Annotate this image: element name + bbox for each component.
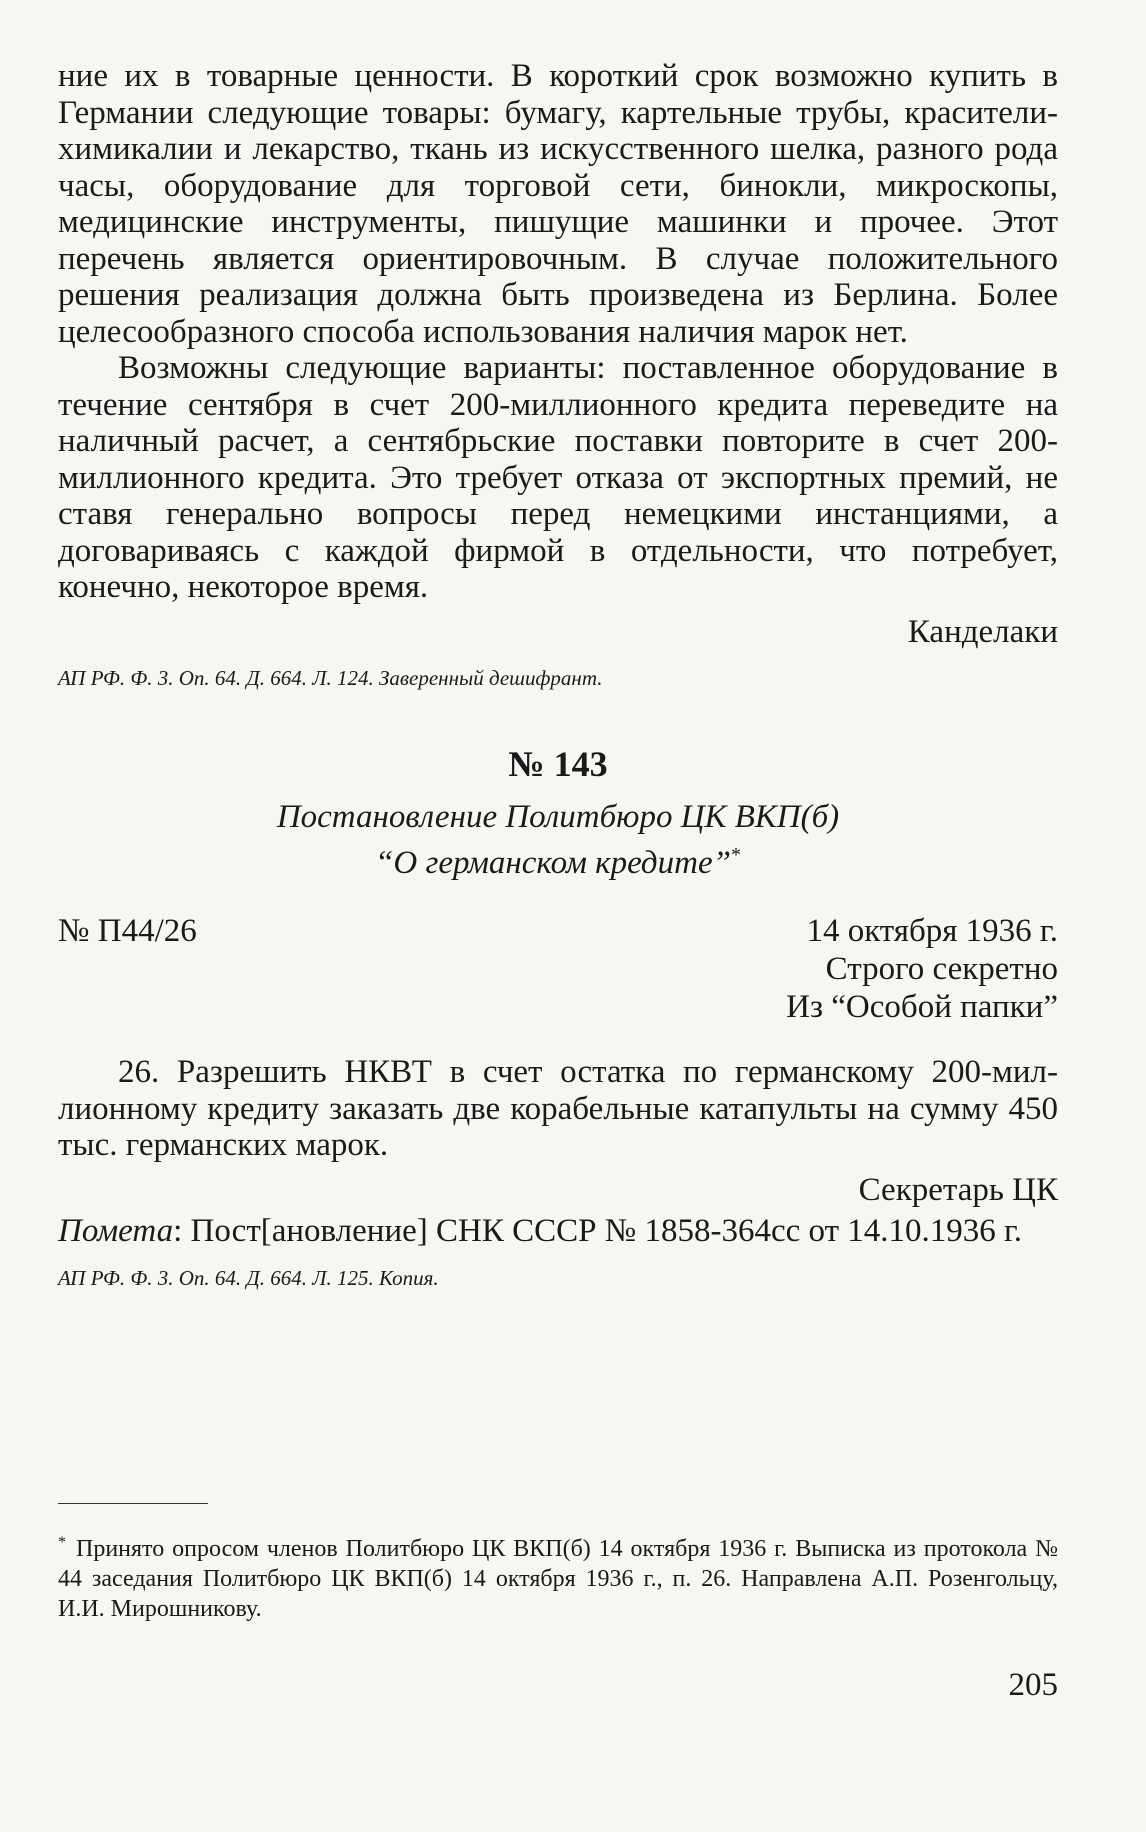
footnote-divider (58, 1503, 208, 1504)
continuation-paragraph: ние их в товарные ценности. В короткий срок возможно купить в Германии следующие товары: бумагу, картельные трубы, красители-химикалии и лекарство, ткань из искусственного шелка, разного рода часы, оборудование для торговой сети, бинокли, микроскопы, медицинские инструменты, пишущие машинки и прочее. Этот перечень является ориентировочным. В случае положительного решения реализация должна быть произведена из Берлина. Более целесообразного способа использования наличия марок нет. (58, 58, 1058, 350)
resolution-text: 26. Разрешить НКВТ в счет остатка по германскому 200-миллионному кредиту заказать две корабельные катапульты на сумму 450 тыс. германских марок. (58, 1054, 1058, 1163)
document-subtitle-text: “О германском кредите” (375, 845, 731, 881)
signature-kandelaki: Канделаки (907, 613, 1058, 650)
signature-secretary: Секретарь ЦК (858, 1171, 1058, 1208)
footnote (58, 1528, 1058, 1624)
document-date: 14 октября 1936 г. (806, 913, 1058, 949)
document-subtitle (58, 836, 1058, 882)
document-title: Постановление Политбюро ЦК ВКП(б) (276, 799, 840, 835)
archive-reference-2: АП РФ. Ф. 3. Оп. 64. Д. 664. Л. 125. Копия. (58, 1266, 439, 1290)
classification-stamp: Строго секретно (825, 951, 1058, 987)
page-body (58, 58, 1058, 1292)
pometa-text: : Пост[ановление] СНК СССР № 1858-364сс от 14.10.1936 г. (173, 1213, 1023, 1249)
pometa-label: Помета (58, 1213, 174, 1249)
footnote-mark: * (58, 1534, 66, 1551)
footnote-reference-mark: * (730, 844, 741, 866)
pometa-note (58, 1212, 1058, 1250)
protocol-row (58, 912, 1058, 950)
document-number: № 143 (508, 744, 608, 784)
footnote-text: Принято опросом членов Политбюро ЦК ВКП(б) 14 октября 1936 г. Выписка из протокола № 44 заседания Политбюро ЦК ВКП(б) 14 октября 1936 г., п. 26. Направлена А.П. Розенгольцу, И.И. Мирошникову. (58, 1536, 1058, 1622)
special-folder-note: Из “Особой папки” (786, 989, 1058, 1025)
page-number: 205 (1008, 1667, 1058, 1703)
protocol-number: № П44/26 (58, 913, 197, 949)
archive-reference-1: АП РФ. Ф. 3. Оп. 64. Д. 664. Л. 124. Заверенный дешифрант. (58, 666, 603, 690)
variants-paragraph: Возможны следующие варианты: поставленное оборудование в течение сентября в счет 200-миллионного кредита переведите на наличный расчет, а сентябрьские поставки повторите в счет 200-миллионного кредита. Это требует отказа от экспортных премий, не ставя генерально вопросы перед немецкими инстанциями, а договариваясь с каждой фирмой в отдельности, что потребует, конечно, некоторое время. (58, 350, 1058, 605)
